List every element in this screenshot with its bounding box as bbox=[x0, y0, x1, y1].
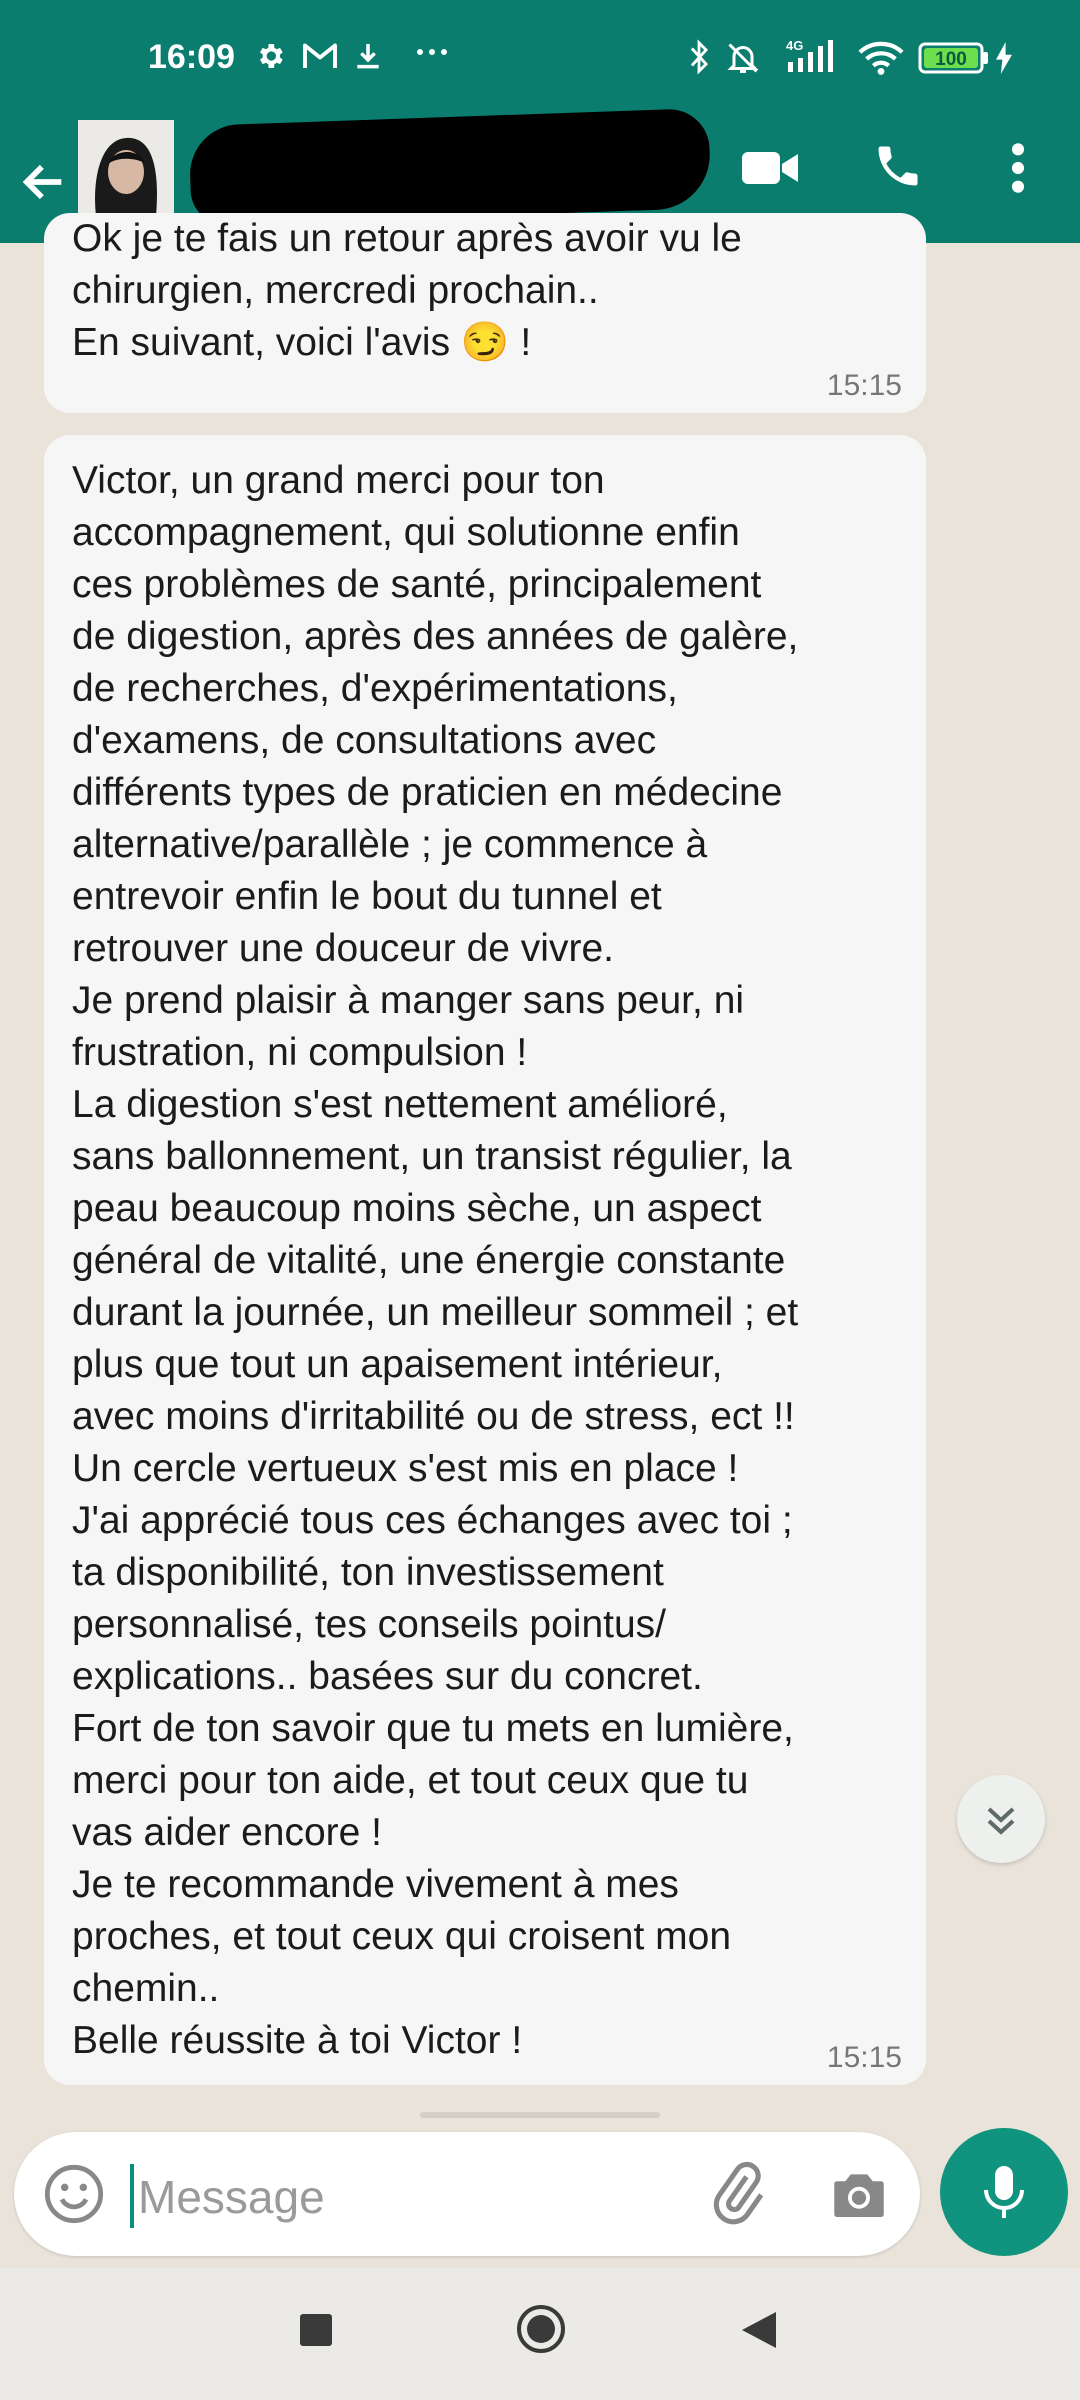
double-chevron-down-icon bbox=[957, 1775, 1045, 1863]
battery-icon bbox=[918, 42, 990, 79]
video-call-icon[interactable] bbox=[740, 146, 800, 195]
back-arrow-icon[interactable] bbox=[18, 142, 78, 218]
message-input[interactable]: Message bbox=[138, 2171, 325, 2223]
scroll-down-button[interactable] bbox=[957, 1775, 1045, 1863]
status-time: 16:09 bbox=[148, 38, 235, 76]
emoji-icon[interactable] bbox=[42, 2162, 106, 2226]
camera-icon[interactable] bbox=[826, 2162, 892, 2228]
message-time: 15:15 bbox=[826, 2041, 902, 2074]
phone-icon[interactable] bbox=[872, 140, 924, 197]
mic-button[interactable] bbox=[940, 2128, 1068, 2256]
signal-icon bbox=[784, 36, 840, 81]
network-label: 4G bbox=[786, 38, 804, 53]
bluetooth-icon bbox=[686, 40, 712, 79]
message-bubble[interactable] bbox=[44, 435, 926, 2085]
message-text: Victor, un grand merci pour ton accompagnement, qui solutionne enfin ces problèmes de santé, principalement de digestion, après des années de galère, de recherches, d'expérimentations, d'examens, de consultations avec différents types de praticien en médecine alternative/parallèle ; je commence à entrevoir enfin le bout du tunnel et retrouver une douceur de vivre. Je prend plaisir à manger sans peur, ni frustration, ni compulsion ! La digestion s'est nettement amélioré, sans ballonnement, un transist régulier, la peau beaucoup moins sèche, un aspect général de vitalité, une énergie constante durant la journée, un meilleur sommeil ; et plus que tout un apaisement intérieur, avec moins d'irritabilité ou de stress, ect !! Un cercle vertueux s'est mis en place ! J'ai apprécié tous ces échanges avec toi ; ta disponibilité, ton investissement personnalisé, tes conseils pointus/ explications.. basées sur du concret. Fort de ton savoir que tu mets en lumière, merci pour ton aide, et tout ceux que tu vas aider encore ! Je te recommande vivement à mes proches, et tout ceux qui croisent mon chemin.. Belle réussite à toi Victor ! bbox=[72, 459, 799, 2062]
more-dots-icon bbox=[412, 36, 452, 73]
system-nav-bar bbox=[0, 2268, 1080, 2400]
gear-icon bbox=[254, 40, 286, 77]
redaction-mark bbox=[188, 108, 711, 226]
more-vert-icon[interactable] bbox=[1000, 140, 1036, 201]
message-composer[interactable] bbox=[14, 2132, 920, 2256]
back-triangle-icon[interactable] bbox=[740, 2310, 778, 2355]
top-app-bar bbox=[0, 0, 1080, 243]
chat-messages[interactable] bbox=[0, 217, 1080, 2110]
attach-icon[interactable] bbox=[704, 2160, 772, 2228]
gmail-icon bbox=[302, 40, 338, 77]
bell-off-icon bbox=[724, 40, 762, 81]
drag-handle bbox=[420, 2112, 660, 2118]
recents-square-icon[interactable] bbox=[298, 2312, 334, 2353]
mic-icon bbox=[940, 2128, 1068, 2256]
download-icon bbox=[352, 40, 384, 77]
status-bar bbox=[0, 0, 1080, 120]
text-cursor bbox=[130, 2164, 134, 2228]
message-bubble[interactable] bbox=[44, 213, 926, 413]
message-text: Ok je te fais un retour après avoir vu le chirurgien, mercredi prochain.. En suivant, voici l'avis 😏 ! bbox=[72, 217, 742, 364]
charging-icon bbox=[994, 42, 1014, 79]
message-time: 15:15 bbox=[826, 369, 902, 402]
avatar[interactable] bbox=[78, 120, 174, 216]
wifi-icon bbox=[858, 40, 904, 81]
battery-level: 100 bbox=[935, 49, 967, 70]
home-circle-icon[interactable] bbox=[514, 2302, 568, 2361]
